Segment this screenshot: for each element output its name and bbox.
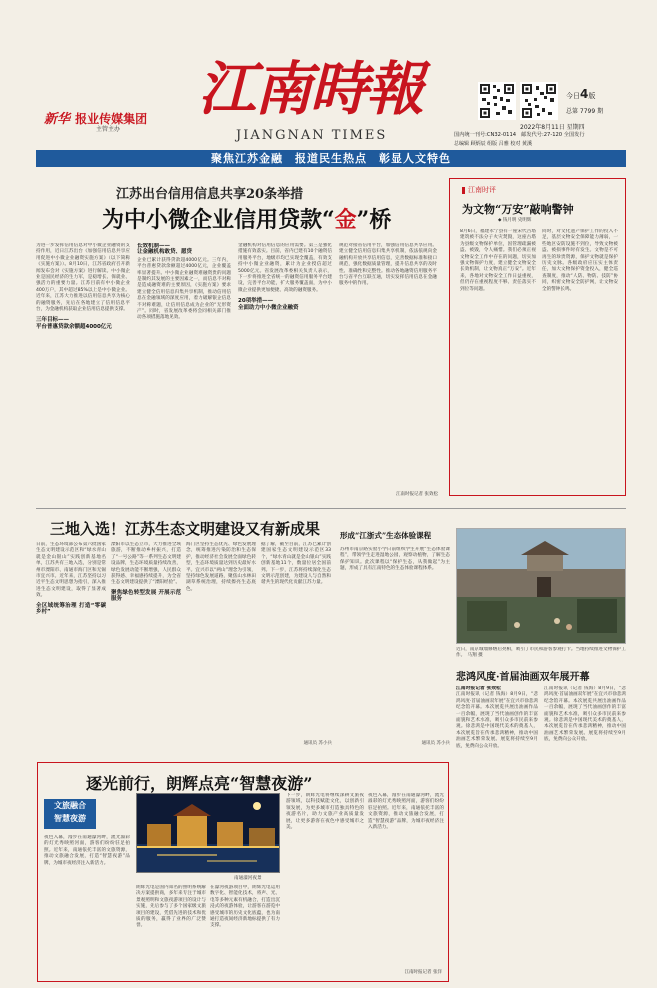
subheading: 全区域统筹治理 打造“零碳乡村” [36, 602, 106, 616]
subheading: 20项举措—— [238, 298, 274, 305]
column-text: 为进一步发挥信用信息对中小微企业融资的支持作用，近日江苏出台《加强信用信息共享应用促进中小微企业融资实施方案》（以下简称《实施方案》）。8月10日，江苏省政府召开新闻发布会对《实施方案》进行解读。中小微企业是国民经济的生力军，是稳增长、保就业、强活力的重要力量。江苏目前有中小微企业400万户，其中超过85%以上是中小微企业。近年来，江苏大力推进以信用信息共享为核心的融资服务，先后在各地建立了信用信息平台，为金融机构获取企业信用信息提供支撑。 [36, 243, 130, 313]
column-text: 据了解，截至目前，江苏已累计创建国家生态文明建设示范区33个，“绿水青山就是金山银山”实践创新基地11个，数量位居全国前列。下一步，江苏将持续深化生态文明示范创建，为建设人与自然和谐共生的现代化贡献江苏力量。 [261, 542, 331, 586]
feature-column [286, 793, 364, 977]
headline-part-a: 为中小微企业信用贷款“ [102, 207, 335, 233]
commentary-column [460, 229, 536, 491]
commentary-box [449, 178, 626, 496]
subheading: 长效机制—— [137, 243, 171, 249]
pages-prefix: 今日 [566, 92, 580, 100]
feature-tag-line2: 智慧夜游 [54, 814, 86, 823]
article-column [36, 542, 106, 748]
column-text: 溧阳市以生态立市，大力推进全域旅游，不断推动乡村振兴，打造了“一号公路”等一系列生态文明建设品牌，生态环境质量持续改善，绿色发展动能不断增强，人民群众获得感、幸福感持续提升，为全省生态文明建设提供了“溧阳经验”。 [111, 542, 181, 586]
column-text: 同时，对文化遗产保护工作的投入不足，基层文物安全保障能力薄弱，一些地区安防设施不到位，导致文物被盗、被损事件时有发生。文物是不可再生的珍贵资源，保护文物就是保护历史文脉。各级政府应压实主体责任，加大文物保护资金投入，健全巡查制度，推动“人防、物防、技防”协同，织密文物安全防护网，让文物安全的警钟长鸣。 [542, 229, 618, 292]
feature-photo [136, 793, 280, 873]
article-column [261, 542, 331, 738]
pages-count: 4 [580, 87, 589, 101]
pub-codes: 国内统一刊号:CN32-0114 邮发代号:27-120 全国发行 [454, 132, 585, 138]
qr-code [520, 82, 558, 120]
article-column [339, 243, 437, 489]
tag-bar-icon [462, 187, 465, 194]
column-text: 夜色入幕，漫步在南通濠河畔，流光溢彩的灯光秀映照河面，游客们纷纷驻足拍照。近年来，南通依托丰富的文旅资源，推动文旅融合发展，打造“智慧夜游”品牌，为城市夜经济注入新活力。 [44, 835, 130, 866]
subheading: 三年目标—— [36, 317, 70, 324]
feature-tag [44, 799, 96, 829]
article-column [186, 542, 256, 748]
date-line: 2022年8月11日 星期四 [520, 124, 585, 131]
feature-byline: 江南时报记者 张洋 [404, 970, 442, 975]
slogan-bar [36, 150, 626, 167]
article-byline: 通讯员 苏小兵 [421, 741, 450, 746]
article-column [137, 243, 231, 499]
column-text: 规范对接省信用平台，加强信用信息共享应用。建立健全信用信息归集共享机制，依法依规向金融机构开放共享信用信息，完善数据标准和接口规范，强化数据质量管理，提升信息共享的及时性、准确性和完整性。推动各地融资信用服务平台与省平台互联互通，切实发挥信用信息在金融服务中的作用。 [339, 243, 437, 287]
slogan-text: 聚焦江苏金融 报道民生热点 彰显人文特色 [211, 152, 451, 165]
article-ecology [36, 512, 332, 752]
pages-today [566, 87, 595, 101]
feature-column [44, 835, 130, 977]
feature-photo-caption: 南通濠河夜景 [234, 876, 262, 881]
headline-part-b: ”桥 [356, 207, 392, 233]
news-photo [456, 528, 626, 644]
article-column [111, 542, 181, 748]
subheading: 全面助力中小微企业融资 [238, 304, 299, 311]
subheading: 江南时报记者 张效松 [456, 686, 501, 691]
article-ecology-course [340, 530, 450, 750]
commentary-headline: 为文物“万安”敲响警钟 [462, 203, 574, 216]
column-text: 夜色入幕，漫步在南通濠河畔，流光溢彩的灯光秀映照河面，游客们纷纷驻足拍照。近年来，南通依托丰富的文旅资源，推动文旅融合发展，打造“智慧夜游”品牌，为城市夜经济注入新活力。 [368, 793, 444, 831]
feature-column [136, 885, 206, 977]
newspaper-title: 江南時報 [198, 55, 423, 123]
commentary-byline: ◆ 钱月明 史明辉 [498, 218, 532, 223]
column-text: 8月6日，福建永宁县有一座宋代古塔建筑被不法分子火灾焚毁，这座古塔为县级文物保护单位，因管理疏漏被盗、被毁，令人痛惜。我们必须正视文物安全工作中存在的问题，切实加强文物保护力度，建立健全文物安全长效机制，让文物真正“万安”。近年来，各地对文物安全工作日益重视，但仍存在重视程度不够、责任落实不到位等问题。 [460, 229, 536, 292]
exhibition-column [456, 686, 538, 980]
column-text: 下一步，朗辉光电将继续深耕文旅夜游领域，以科技赋能文化，以创新引领发展，为更多城市打造独具特色的夜游名片，助力文旅产业高质量发展，让更多游客在夜色中感受城市之美。 [286, 793, 364, 831]
column-text: 江南时报讯（记者 钱海）8月9日，“悲鸿风度·首届油画双年展”在宜兴市徐悲鸿纪念馆开幕。本次展览共展出油画作品一百余幅，展现了当代油画创作的丰富面貌和艺术水准，吸引众多市民前来参观。徐悲鸿是中国现代美术的奠基人，本次展览旨在传承悲鸿精神，推动中国油画艺术繁荣发展。展览将持续至9月底，免费向公众开放。 [544, 686, 626, 743]
editor-line: 总编辑 顾炳辰 组版 吕雅 校对 黄溪 [454, 141, 532, 147]
article-body: 苏州市南京路实验小学日前组织学生开展“生态体验课程”，带领学生走进湿地公园，观察动植物，了解生态保护知识。此次课程以“保护生态，从我做起”为主题，形成了具有江南特色的生态体验课程体系。 [340, 547, 450, 572]
article-column [36, 243, 130, 499]
column-text: 江南时报讯（记者 钱海）8月9日，“悲鸿风度·首届油画双年展”在宜兴市徐悲鸿纪念馆开幕。本次展览共展出油画作品一百余幅，展现了当代油画创作的丰富面貌和艺术水准，吸引众多市民前来参观。徐悲鸿是中国现代美术的奠基人，本次展览旨在传承悲鸿精神，推动中国油画艺术繁荣发展。展览将持续至9月底，免费向公众开放。 [456, 692, 538, 749]
subheading: 平台普惠贷款余额超4000亿元 [36, 323, 112, 330]
exhibition-column [544, 686, 626, 980]
headline-highlight: 金 [334, 207, 357, 233]
column-text: 朗辉光电是国内知名的照明系统解决方案提供商，多年来专注于城市景观照明和文旅夜游项目的设计与实施，先后参与了多个国家级文旅项目的建设，凭借先进的技术和优质的服务，赢得了业界的广泛赞誉。 [136, 885, 206, 929]
newspaper-title-en: JIANGNAN TIMES [236, 128, 388, 143]
night-tour-photo [137, 794, 280, 873]
city-wall-photo [457, 529, 626, 644]
feature-tag-line1: 文旅融合 [54, 801, 86, 810]
group-logo-script: 新华 [44, 112, 71, 127]
feature-box [37, 762, 449, 982]
article-credit-bridge [36, 173, 438, 499]
commentary-tag [462, 185, 496, 195]
issue-line: 总第 7799 期 [566, 108, 604, 115]
subheading: 让金融机构敢贷、愿贷 [137, 249, 193, 256]
article-headline [102, 203, 391, 234]
column-text: 金融机构对信用信息的应用需要。第三是强化措施有效落实。目前，省内已建有10个融资信用服务平台，地级市均已实现全覆盖，有效支持中小微企业融资，累计为企业授信超过5000亿元。省发展改革委相关负责人表示，下一步将推进全省统一的融资信用服务平台建设，完善平台功能，扩大服务覆盖面，为中小微企业提供更加便捷、高效的融资服务。 [238, 243, 332, 293]
commentary-column [542, 229, 618, 491]
commentary-tag-label: 江南时评 [468, 186, 496, 194]
section-divider [36, 508, 626, 509]
article-byline: 通讯员 苏小兵 [303, 741, 332, 746]
subheading: 聚焦绿色转型发展 开展示范服务 [111, 589, 181, 603]
group-name: 报业传媒集团 [75, 112, 148, 126]
column-text: 企业已累计获得贷款超4000亿元。三年内，平台普惠贷款余额超过4000亿元，企业覆盖率显著提升。中小微企业融资难融资贵的问题是制约其发展的主要因素之一，而信息不对称是造成融资难的主要原因，《实施方案》要求建立健全信用信息归集共享机制，推动信用信息在金融领域的深度应用，着力破解银企信息不对称难题，让信用信息成为企业的“无形资产”。同时，省发展改革委将会同相关部门推动各项措施落地见效。 [137, 257, 231, 321]
article-headline: 三地入选！江苏生态文明建设又有新成果 [50, 520, 321, 538]
article-headline: 形成“江浙式”生态体验课程 [340, 531, 432, 540]
group-logo [44, 108, 164, 132]
feature-headline: 逐光前行，朗辉点亮“智慧夜游” [86, 774, 313, 793]
column-text: 日前，生态环境部公布第六批国家生态文明建设示范区和“绿水青山就是金山银山”实践创新基地名单，江苏共有三地入选，分别是常州市溧阳市、南通市海门区和无锡市宜兴市。近年来，江苏坚持以习近平生态文明思想为指引，深入推进生态文明建设，取得了显著成效。 [36, 542, 106, 599]
article-byline: 江南时报记者 张效松 [396, 492, 438, 497]
masthead [0, 0, 657, 150]
pages-suffix: 版 [588, 92, 596, 100]
feature-column [210, 885, 280, 977]
article-headline: 悲鸿风度·首届油画双年展开幕 [456, 672, 590, 683]
feature-column [368, 793, 444, 967]
photo-caption: 近日，南京城墙修缮后亮相，吸引了市民和游客参观打卡。当地持续推进文物保护工作。 马翔 摄 [456, 647, 626, 658]
exhibition-body [456, 686, 626, 982]
qr-code [478, 82, 516, 120]
column-text: 海门区坚持生态优先、绿色发展理念，统筹推进污染防治和生态保护，推动经济社会发展全面绿色转型，生态环境质量达到历史最好水平。宜兴市以“两山”理念为引领，坚持绿色发展道路，聚焦山水林田湖草系统治理，持续擦亮生态底色。 [186, 542, 256, 592]
article-kicker: 江苏出台信用信息共享20条举措 [116, 187, 304, 202]
column-text: 在濠河夜游项目中，朗辉光电运用数字化、智能化技术，将声、光、电等多种元素有机融合，打造出沉浸式的夜游体验，让游客在游览中感受城市的历史文化底蕴，也为南通打造夜间经济新地标提供了有力支撑。 [210, 885, 280, 929]
group-owner: 主管主办 [96, 126, 121, 133]
article-column [238, 243, 332, 499]
